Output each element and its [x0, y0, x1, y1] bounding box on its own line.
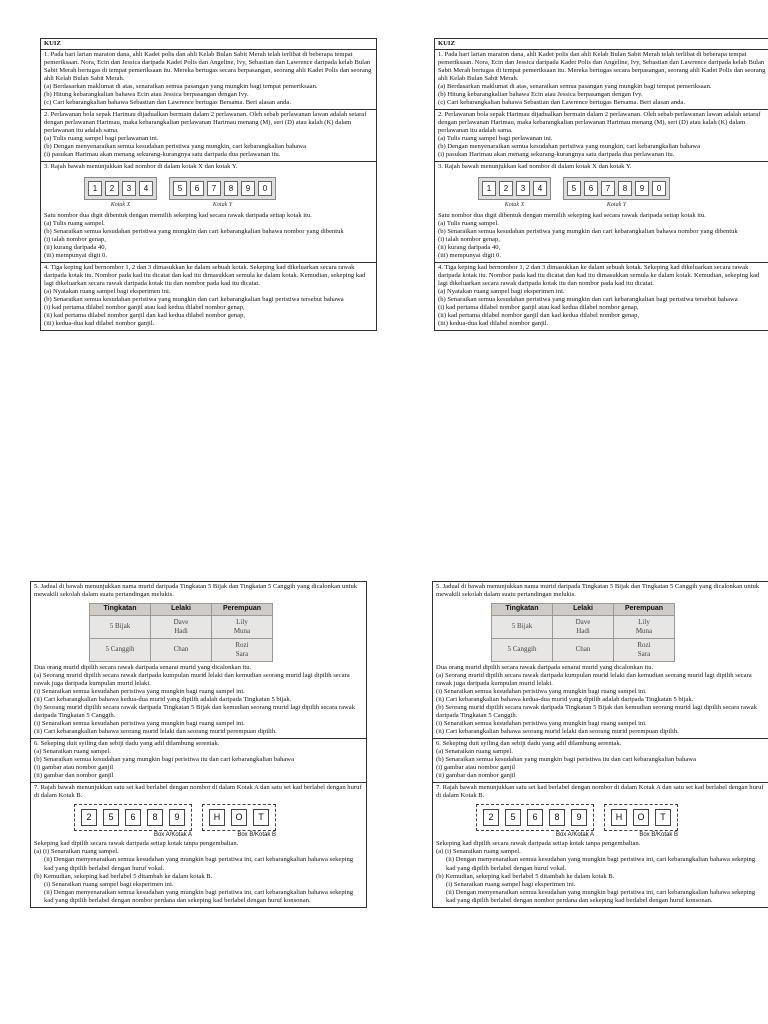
q4-iii: (iii) kedua-dua kad dilabel nombor ganjil.	[438, 320, 549, 328]
q5-b-i: (i) Senaraikan semua kesudahan peristiwa yang mungkin bagi ruang sampel ini.	[34, 719, 245, 727]
number-card: 3	[516, 181, 530, 196]
quiz-page2-left	[30, 581, 367, 908]
q5-a: (a) Seorang murid dipilih secara rawak daripada kumpulan murid lelaki dan kemudian seorang murid lagi dipilih secara rawak juga daripada kumpulan murid lelaki.	[34, 671, 350, 687]
table-header-row	[90, 604, 273, 616]
q4-stem: 4. Tiga keping kad bernombor 1, 2 dan 3 dimasukkan ke dalam sebuah kotak. Sekeping kad dikeluarkan secara rawak daripada kotak itu. Nombor pada kad itu dicatat dan kad itu dimasukkan semula ke dalam kotak. Kemudian, sekeping kad lagi dikeluarkan secara rawak daripada kotak itu dan nombor pada kad itu dicatat.	[438, 263, 760, 288]
q6-b: (b) Senaraikan semua kesudahan yang mungkin bagi peristiwa itu dan cari kebarangkalian bahawa	[436, 755, 696, 763]
kotak-x	[478, 177, 551, 209]
box-a-label: Box A/Kotak A	[153, 832, 192, 839]
number-card: 8	[224, 181, 238, 196]
question-6	[31, 739, 366, 783]
box-b-label: Box B/Kotak B	[237, 832, 276, 839]
q4-ii: (ii) kad pertama dilabel nombor ganjil dan kad kedua dilabel nombor genap,	[438, 312, 640, 320]
box-b	[202, 804, 276, 839]
q5-b: (b) Seorang murid dipilih secara rawak daripada Tingkatan 5 Bijak dan kemudian seorang murid lagi dipilih secara rawak daripada Tingkatan 5 Canggih.	[436, 703, 757, 719]
q1-stem: 1. Pada hari larian maraton dana, ahli Kadet polis dan ahli Kelab Bulan Sabit Merah telah terlibat di beberapa tempat pemeriksaan. Nora, Ecin dan Jessica daripada Kadet Polis dan Angeline, Ivy, Sebastian dan Lawrence daripada kelab Bulan Sabit Merah bertugas di tempat pemeriksaan itu. Mereka bertugas secara berpasangan, seorang ahli Kadet Polis dan seorang ahli Kelab Bulan Sabit Merah.	[438, 51, 766, 83]
number-card: 6	[125, 809, 141, 826]
card-boxes	[438, 171, 768, 211]
question-7	[31, 783, 366, 907]
table-cell: Lily Muna	[614, 615, 675, 638]
q7-b: (b) Kemudian, sekeping kad berlabel 5 ditambah ke dalam kotak B.	[436, 872, 615, 880]
number-card: 0	[258, 181, 272, 196]
nominee-table	[491, 603, 675, 662]
box-b-label: Box B/Kotak B	[639, 832, 678, 839]
number-card: 5	[567, 181, 581, 196]
kotak-y-label: Kotak Y	[212, 202, 233, 209]
q3-stem: 3. Rajah bawah menunjukkan kad nombor di dalam kotak X dan kotak Y.	[44, 163, 238, 171]
number-card: 1	[482, 181, 496, 196]
q5-b: (b) Seorang murid dipilih secara rawak daripada Tingkatan 5 Bijak dan kemudian seorang murid lagi dipilih secara rawak daripada Tingkatan 5 Canggih.	[34, 703, 355, 719]
number-card: 2	[483, 809, 499, 826]
q4-b: (b) Senaraikan semua kesudahan peristiwa yang mungkin dan cari kebarangkalian bagi peristiwa tersebut bahawa	[438, 296, 738, 304]
table-header: Lelaki	[553, 604, 614, 616]
q3-b: (b) Senaraikan semua kesudahan peristiwa yang mungkin dan cari kebarangkalian bahawa nombor yang dibentuk	[44, 227, 344, 235]
nominee-table-wrap	[34, 599, 364, 664]
question-1	[41, 50, 376, 110]
q1-b: (b) Hitung kebarangkalian bahawa Ecin atau Jessica berpasangan dengan Ivy.	[44, 91, 249, 99]
q5-a-ii: (ii) Cari kebarangkalian bahawa kedua-dua murid yang dipilih adalah daripada Tingkatan 5 bijak.	[34, 695, 292, 703]
table-header: Perempuan	[614, 604, 675, 616]
q5-b-i: (i) Senaraikan semua kesudahan peristiwa yang mungkin bagi ruang sampel ini.	[436, 719, 647, 727]
table-cell: 5 Bijak	[90, 615, 151, 638]
number-card: 9	[571, 809, 587, 826]
q6-b: (b) Senaraikan semua kesudahan yang mungkin bagi peristiwa itu dan cari kebarangkalian bahawa	[34, 755, 294, 763]
box-a-label: Box A/Kotak A	[555, 832, 594, 839]
table-row	[492, 638, 675, 661]
letter-card: T	[253, 809, 269, 826]
letter-card: H	[611, 809, 627, 826]
table-cell: Dave Hadi	[151, 615, 212, 638]
q7-b-i: (i) Senaraikan ruang sampel bagi eksperimen ini.	[44, 880, 174, 888]
number-card: 5	[173, 181, 187, 196]
q7-a-ii: (ii) Dengan menyenaraikan semua kesudahan yang mungkin bagi peristiwa ini, cari kebarangkalian bahawa sekeping kad yang dipilih berlabel dengan huruf vokal.	[446, 856, 756, 872]
table-cell: 5 Bijak	[492, 615, 553, 638]
q1-a: (a) Berdasarkan maklumat di atas, senaraikan semua pasangan yang mungkin bagi tempat pemeriksaan.	[44, 83, 318, 91]
q3-ii: (ii) kurang daripada 40,	[438, 243, 501, 251]
number-card: 6	[584, 181, 598, 196]
quiz-page2-right	[432, 581, 768, 908]
kuiz-sheet-left	[40, 38, 377, 331]
letter-card: H	[209, 809, 225, 826]
q6-stem: 6. Sekeping duit syiling dan sebiji dadu yang adil dilambung serentak.	[34, 739, 220, 747]
q4-ii: (ii) kad pertama dilabel nombor ganjil dan kad kedua dilabel nombor genap,	[44, 312, 246, 320]
number-card: 1	[88, 181, 102, 196]
q5-a-i: (i) Senaraikan semua kesudahan peristiwa yang mungkin bagi ruang sampel ini.	[436, 687, 647, 695]
number-card: 5	[103, 809, 119, 826]
q7-a: (a) (i) Senaraikan ruang sampel.	[436, 848, 521, 856]
q3-b: (b) Senaraikan semua kesudahan peristiwa yang mungkin dan cari kebarangkalian bahawa nombor yang dibentuk	[438, 227, 738, 235]
letter-number-boxes	[34, 800, 364, 840]
q3-body: Satu nombor dua digit dibentuk dengan memilih sekeping kad secara rawak daripada setiap kotak itu.	[44, 211, 312, 219]
q3-body: Satu nombor dua digit dibentuk dengan memilih sekeping kad secara rawak daripada setiap kotak itu.	[438, 211, 706, 219]
q5-a: (a) Seorang murid dipilih secara rawak daripada kumpulan murid lelaki dan kemudian seorang murid lagi dipilih secara rawak juga daripada kumpulan murid lelaki.	[436, 671, 752, 687]
number-card: 3	[122, 181, 136, 196]
q5-body: Dua orang murid dipilih secara rawak daripada senarai murid yang dicalonkan itu.	[34, 663, 252, 671]
kuiz-title: KUIZ	[41, 39, 376, 50]
q2-i: (i) pasukan Harimau akan menang sekurang-kurangnya satu daripada dua perlawanan itu.	[438, 151, 675, 159]
table-header-row	[492, 604, 675, 616]
q7-b-ii: (ii) Dengan menyenaraikan semua kesudahan yang mungkin bagi peristiwa ini, cari kebarangkalian bahawa sekeping kad yang dipilih berlabel dengan nombor perdana dan sekeping kad berlabel dengan huruf konsonan.	[44, 888, 354, 904]
q2-stem: 2. Perlawanan bola sepak Harimau dijadualkan bermain dalam 2 perlawanan. Oleh sebab perlawanan lawan adalah setaraf dengan perlawanan Harimau, maka kebarangkalian perlawanan Harimau menang (M), seri (D) atau kalah (K) dalam perlawanan itu adalah sama.	[44, 111, 367, 135]
q6-a: (a) Senaraikan ruang sampel.	[34, 747, 111, 755]
number-card: 4	[139, 181, 153, 196]
letter-card: O	[633, 809, 649, 826]
q7-b: (b) Kemudian, sekeping kad berlabel 5 ditambah ke dalam kotak B.	[34, 872, 213, 880]
number-card: 8	[549, 809, 565, 826]
question-3	[41, 162, 376, 263]
question-5	[433, 582, 768, 739]
question-6	[433, 739, 768, 783]
q5-b-ii: (ii) Cari kebarangkalian bahawa seorang murid lelaki dan seorang murid perempuan dipilih.	[34, 727, 277, 735]
q1-stem: 1. Pada hari larian maraton dana, ahli Kadet polis dan ahli Kelab Bulan Sabit Merah telah terlibat di beberapa tempat pemeriksaan. Nora, Ecin dan Jessica daripada Kadet Polis dan Angeline, Ivy, Sebastian dan Lawrence daripada kelab Bulan Sabit Merah bertugas di tempat pemeriksaan itu. Mereka bertugas secara berpasangan, seorang ahli Kadet Polis dan seorang ahli Kelab Bulan Sabit Merah.	[44, 51, 372, 83]
table-cell: Chan	[553, 638, 614, 661]
number-card: 9	[169, 809, 185, 826]
kuiz-sheet-right	[434, 38, 768, 331]
table-cell: 5 Canggih	[492, 638, 553, 661]
q4-b: (b) Senaraikan semua kesudahan peristiwa yang mungkin dan cari kebarangkalian bagi peristiwa tersebut bahawa	[44, 296, 344, 304]
q7-stem: 7. Rajah bawah menunjukkan satu set kad berlabel dengan nombor di dalam Kotak A dan satu set kad berlabel dengan huruf di dalam Kotak B.	[34, 784, 362, 800]
kuiz-title: KUIZ	[435, 39, 768, 50]
q4-i: (i) kad pertama dilabel nombor ganjil atau kad kedua dilabel nombor genap,	[438, 304, 639, 312]
q3-i: (i) ialah nombor genap,	[438, 235, 500, 243]
question-1	[435, 50, 768, 110]
box-b	[604, 804, 678, 839]
number-card: 4	[533, 181, 547, 196]
question-2	[435, 110, 768, 162]
table-cell: Rozi Sara	[212, 638, 273, 661]
question-7	[433, 783, 768, 907]
q5-body: Dua orang murid dipilih secara rawak daripada senarai murid yang dicalonkan itu.	[436, 663, 654, 671]
number-card: 7	[207, 181, 221, 196]
q6-ii: (ii) gambar dan nombor ganjil	[436, 772, 516, 779]
q6-i: (i) gambar atau nombor ganjil	[436, 763, 516, 771]
nominee-table	[89, 603, 273, 662]
q3-stem: 3. Rajah bawah menunjukkan kad nombor di dalam kotak X dan kotak Y.	[438, 163, 632, 171]
letter-card: T	[655, 809, 671, 826]
number-card: 8	[618, 181, 632, 196]
table-header: Tingkatan	[90, 604, 151, 616]
q4-iii: (iii) kedua-dua kad dilabel nombor ganjil.	[44, 320, 155, 328]
kotak-y	[563, 177, 670, 209]
letter-card: O	[231, 809, 247, 826]
q5-stem: 5. Jadual di bawah menunjukkan nama murid daripada Tingkatan 5 Bijak dan Tingkatan 5 Canggih yang dicalonkan untuk mewakili sekolah dalam suatu pertandingan melukis.	[34, 583, 358, 599]
question-4	[435, 263, 768, 330]
number-card: 8	[147, 809, 163, 826]
kotak-x-label: Kotak X	[110, 202, 131, 209]
q3-ii: (ii) kurang daripada 40,	[44, 243, 107, 251]
letter-number-boxes	[436, 800, 766, 840]
q5-a-i: (i) Senaraikan semua kesudahan peristiwa yang mungkin bagi ruang sampel ini.	[34, 687, 245, 695]
q7-stem: 7. Rajah bawah menunjukkan satu set kad berlabel dengan nombor di dalam Kotak A dan satu set kad berlabel dengan huruf di dalam Kotak B.	[436, 784, 764, 800]
card-boxes	[44, 171, 374, 211]
number-card: 9	[635, 181, 649, 196]
question-5	[31, 582, 366, 739]
q1-b: (b) Hitung kebarangkalian bahawa Ecin atau Jessica berpasangan dengan Ivy.	[438, 91, 643, 99]
number-card: 7	[601, 181, 615, 196]
table-cell: Dave Hadi	[553, 615, 614, 638]
number-card: 9	[241, 181, 255, 196]
q7-body: Sekeping kad dipilih secara rawak daripada setiap kotak tanpa pengembalian.	[34, 840, 239, 848]
q2-a: (a) Tulis ruang sampel bagi perlawanan ini.	[44, 135, 159, 143]
q6-ii: (ii) gambar dan nombor ganjil	[34, 772, 114, 779]
q5-stem: 5. Jadual di bawah menunjukkan nama murid daripada Tingkatan 5 Bijak dan Tingkatan 5 Canggih yang dicalonkan untuk mewakili sekolah dalam suatu pertandingan melukis.	[436, 583, 760, 599]
number-card: 5	[505, 809, 521, 826]
q7-b-i: (i) Senaraikan ruang sampel bagi eksperimen ini.	[446, 880, 576, 888]
q2-b: (b) Dengan menyenaraikan semua kesudahan peristiwa yang mungkin, cari kebarangkalian bahawa	[44, 143, 306, 151]
table-cell: 5 Canggih	[90, 638, 151, 661]
q6-a: (a) Senaraikan ruang sampel.	[436, 747, 513, 755]
number-card: 6	[190, 181, 204, 196]
question-2	[41, 110, 376, 162]
q7-a-ii: (ii) Dengan menyenaraikan semua kesudahan yang mungkin bagi peristiwa ini, cari kebarangkalian bahawa sekeping kad yang dipilih berlabel dengan huruf vokal.	[44, 856, 354, 872]
table-row	[90, 615, 273, 638]
q4-a: (a) Nyatakan ruang sampel bagi eksperimen ini.	[438, 288, 565, 296]
table-cell: Rozi Sara	[614, 638, 675, 661]
q6-i: (i) gambar atau nombor ganjil	[34, 763, 114, 771]
table-cell: Chan	[151, 638, 212, 661]
kotak-y-label: Kotak Y	[606, 202, 627, 209]
question-4	[41, 263, 376, 330]
q7-body: Sekeping kad dipilih secara rawak daripada setiap kotak tanpa pengembalian.	[436, 840, 641, 848]
number-card: 6	[527, 809, 543, 826]
q4-i: (i) kad pertama dilabel nombor ganjil atau kad kedua dilabel nombor genap,	[44, 304, 245, 312]
q2-i: (i) pasukan Harimau akan menang sekurang-kurangnya satu daripada dua perlawanan itu.	[44, 151, 281, 159]
q3-a: (a) Tulis ruang sampel.	[438, 219, 499, 227]
kotak-x	[84, 177, 157, 209]
table-header: Tingkatan	[492, 604, 553, 616]
q4-a: (a) Nyatakan ruang sampel bagi eksperimen ini.	[44, 288, 171, 296]
box-a	[74, 804, 192, 839]
q3-i: (i) ialah nombor genap,	[44, 235, 106, 243]
q3-iii: (iii) mempunyai digit 0.	[438, 251, 501, 259]
q2-a: (a) Tulis ruang sampel bagi perlawanan ini.	[438, 135, 553, 143]
question-3	[435, 162, 768, 263]
q4-stem: 4. Tiga keping kad bernombor 1, 2 dan 3 dimasukkan ke dalam sebuah kotak. Sekeping kad dikeluarkan secara rawak daripada kotak itu. Nombor pada kad itu dicatat dan kad itu dimasukkan semula ke dalam kotak. Kemudian, sekeping kad lagi dikeluarkan secara rawak daripada kotak itu dan nombor pada kad itu dicatat.	[44, 263, 366, 288]
number-card: 0	[652, 181, 666, 196]
q7-a: (a) (i) Senaraikan ruang sampel.	[34, 848, 119, 856]
q5-b-ii: (ii) Cari kebarangkalian bahawa seorang murid lelaki dan seorang murid perempuan dipilih.	[436, 727, 679, 735]
nominee-table-wrap	[436, 599, 766, 664]
number-card: 2	[499, 181, 513, 196]
table-cell: Lily Muna	[212, 615, 273, 638]
q1-c: (c) Cari kebarangkalian bahawa Sebastian dan Lawrence bertugas Bersama. Beri alasan anda.	[44, 99, 291, 107]
q2-stem: 2. Perlawanan bola sepak Harimau dijadualkan bermain dalam 2 perlawanan. Oleh sebab perlawanan lawan adalah setaraf dengan perlawanan Harimau, maka kebarangkalian perlawanan Harimau menang (M), seri (D) atau kalah (K) dalam perlawanan itu adalah sama.	[438, 111, 761, 135]
q1-a: (a) Berdasarkan maklumat di atas, senaraikan semua pasangan yang mungkin bagi tempat pemeriksaan.	[438, 83, 712, 91]
q5-a-ii: (ii) Cari kebarangkalian bahawa kedua-dua murid yang dipilih adalah daripada Tingkatan 5 bijak.	[436, 695, 694, 703]
q3-iii: (iii) mempunyai digit 0.	[44, 251, 107, 259]
q6-stem: 6. Sekeping duit syiling dan sebiji dadu yang adil dilambung serentak.	[436, 739, 622, 747]
table-header: Lelaki	[151, 604, 212, 616]
kotak-y	[169, 177, 276, 209]
q1-c: (c) Cari kebarangkalian bahawa Sebastian dan Lawrence bertugas Bersama. Beri alasan anda.	[438, 99, 685, 107]
number-card: 2	[81, 809, 97, 826]
number-card: 2	[105, 181, 119, 196]
table-row	[492, 615, 675, 638]
q2-b: (b) Dengan menyenaraikan semua kesudahan peristiwa yang mungkin, cari kebarangkalian bahawa	[438, 143, 700, 151]
kotak-x-label: Kotak X	[504, 202, 525, 209]
table-header: Perempuan	[212, 604, 273, 616]
q3-a: (a) Tulis ruang sampel.	[44, 219, 105, 227]
q7-b-ii: (ii) Dengan menyenaraikan semua kesudahan yang mungkin bagi peristiwa ini, cari kebarangkalian bahawa sekeping kad yang dipilih berlabel dengan nombor perdana dan sekeping kad berlabel dengan huruf konsonan.	[446, 888, 756, 904]
table-row	[90, 638, 273, 661]
box-a	[476, 804, 594, 839]
